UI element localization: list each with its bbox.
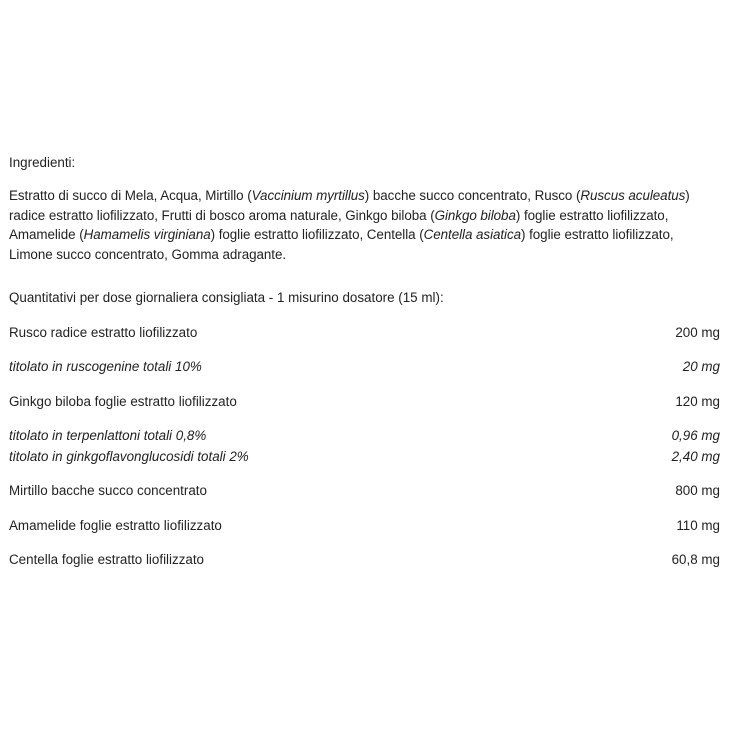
row-name: titolato in ruscogenine totali 10%	[9, 358, 202, 374]
botanical-name: Hamamelis virginiana	[83, 227, 211, 243]
ingredient-text: Estratto di succo di Mela, Acqua, Mirtillo (	[9, 188, 252, 203]
botanical-name: Centella asiatica	[423, 227, 522, 243]
table-row	[9, 515, 720, 535]
row-amount: 20 mg	[682, 358, 720, 374]
row-name: Rusco radice estratto liofilizzato	[9, 324, 198, 340]
row-amount: 60,8 mg	[671, 551, 720, 567]
ingredient-text: ) bacche succo concentrato, Rusco (	[364, 188, 581, 203]
row-name: Mirtillo bacche succo concentrato	[9, 482, 207, 498]
ingredient-text: ) radice estratto liofilizzato, Frutti di bosco aroma naturale, Ginkgo biloba (	[9, 188, 690, 223]
table-row	[9, 322, 720, 342]
row-amount: 2,40 mg	[671, 448, 720, 464]
botanical-name: Ginkgo biloba	[434, 207, 516, 223]
row-amount: 200 mg	[675, 324, 720, 340]
ingredients-paragraph	[9, 186, 720, 264]
row-name: titolato in terpenlattoni totali 0,8%	[9, 427, 207, 443]
ingredients-heading: Ingredienti:	[9, 155, 76, 170]
table-row	[9, 391, 720, 411]
botanical-name: Vaccinium myrtillus	[251, 188, 365, 203]
table-row	[9, 446, 720, 466]
row-amount: 110 mg	[676, 517, 720, 533]
dose-heading: Quantitativi per dose giornaliera consigliata - 1 misurino dosatore (15 ml):	[9, 290, 444, 305]
row-name: Centella foglie estratto liofilizzato	[9, 551, 205, 567]
row-name: Ginkgo biloba foglie estratto liofilizzato	[9, 393, 237, 409]
ingredient-text: ) foglie estratto liofilizzato, Amamelide (	[9, 207, 669, 243]
row-name: titolato in ginkgoflavonglucosidi totali 2%	[9, 448, 249, 464]
ingredient-text: ) foglie estratto liofilizzato, Centella (	[210, 227, 424, 243]
row-amount: 0,96 mg	[671, 427, 720, 443]
table-row	[9, 425, 720, 445]
table-row	[9, 549, 720, 569]
ingredient-text: ) foglie estratto liofilizzato, Limone succo concentrato, Gomma adragante.	[9, 227, 674, 262]
row-amount: 120 mg	[675, 393, 720, 409]
table-row	[9, 480, 720, 500]
botanical-name: Ruscus aculeatus	[580, 188, 686, 203]
table-row	[9, 356, 720, 376]
row-name: Amamelide foglie estratto liofilizzato	[9, 517, 222, 533]
row-amount: 800 mg	[675, 482, 720, 498]
